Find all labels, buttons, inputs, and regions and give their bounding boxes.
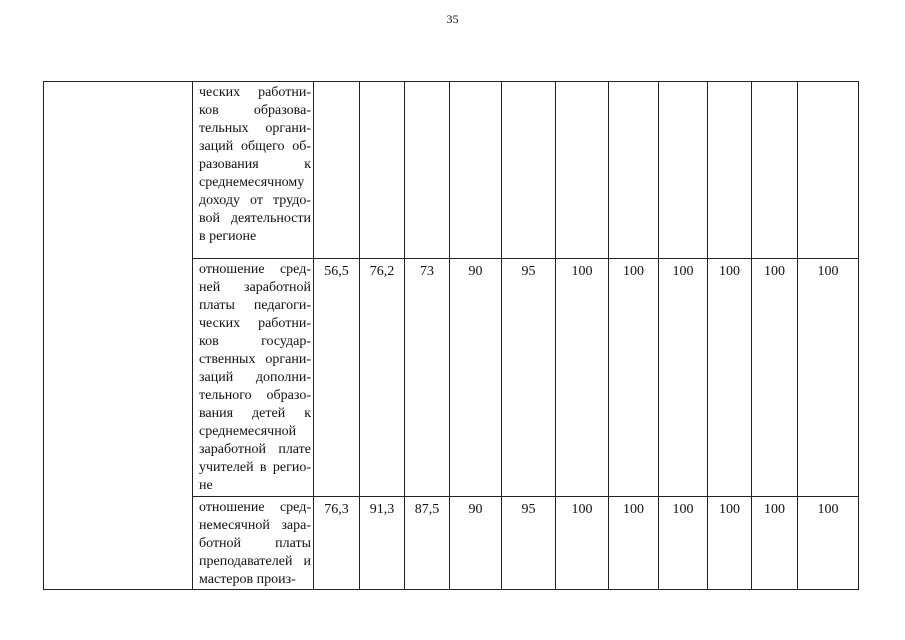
value-cell: 100 (752, 259, 798, 497)
value-cell: 87,5 (405, 497, 450, 590)
value-cell: 90 (450, 259, 502, 497)
value-cell (752, 82, 798, 259)
value-cell: 56,5 (314, 259, 360, 497)
indicator-description: ческих работников образовательных организаций общего образования к среднемесячному доходу от трудовой деятельности в регионе (193, 82, 314, 259)
value-cell (609, 82, 659, 259)
value-cell: 100 (609, 259, 659, 497)
value-cell: 90 (450, 497, 502, 590)
value-cell (405, 82, 450, 259)
value-cell: 100 (708, 259, 752, 497)
value-cell: 95 (502, 259, 556, 497)
value-cell: 95 (502, 497, 556, 590)
value-cell (450, 82, 502, 259)
value-cell (502, 82, 556, 259)
indicator-description: отношение средней заработной платы педагогических работников государственных организаций дополнительного образования детей к среднемесячной заработной плате учителей в регионе (193, 259, 314, 497)
page-number: 35 (446, 12, 459, 26)
value-cell (314, 82, 360, 259)
value-cell: 100 (556, 497, 609, 590)
row-number-cell (44, 82, 193, 590)
value-cell: 76,3 (314, 497, 360, 590)
value-cell: 100 (798, 259, 859, 497)
value-cell: 100 (659, 497, 708, 590)
value-cell: 91,3 (360, 497, 405, 590)
value-cell: 100 (556, 259, 609, 497)
value-cell (708, 82, 752, 259)
value-cell: 100 (609, 497, 659, 590)
value-cell (360, 82, 405, 259)
value-cell (556, 82, 609, 259)
value-cell: 73 (405, 259, 450, 497)
value-cell: 100 (659, 259, 708, 497)
value-cell (659, 82, 708, 259)
indicator-description: отношение среднемесячной заработной платы преподавателей и мастеров произ- (193, 497, 314, 590)
table-row (44, 82, 859, 259)
value-cell (798, 82, 859, 259)
indicators-table (43, 81, 859, 590)
value-cell: 100 (752, 497, 798, 590)
value-cell: 76,2 (360, 259, 405, 497)
value-cell: 100 (798, 497, 859, 590)
value-cell: 100 (708, 497, 752, 590)
